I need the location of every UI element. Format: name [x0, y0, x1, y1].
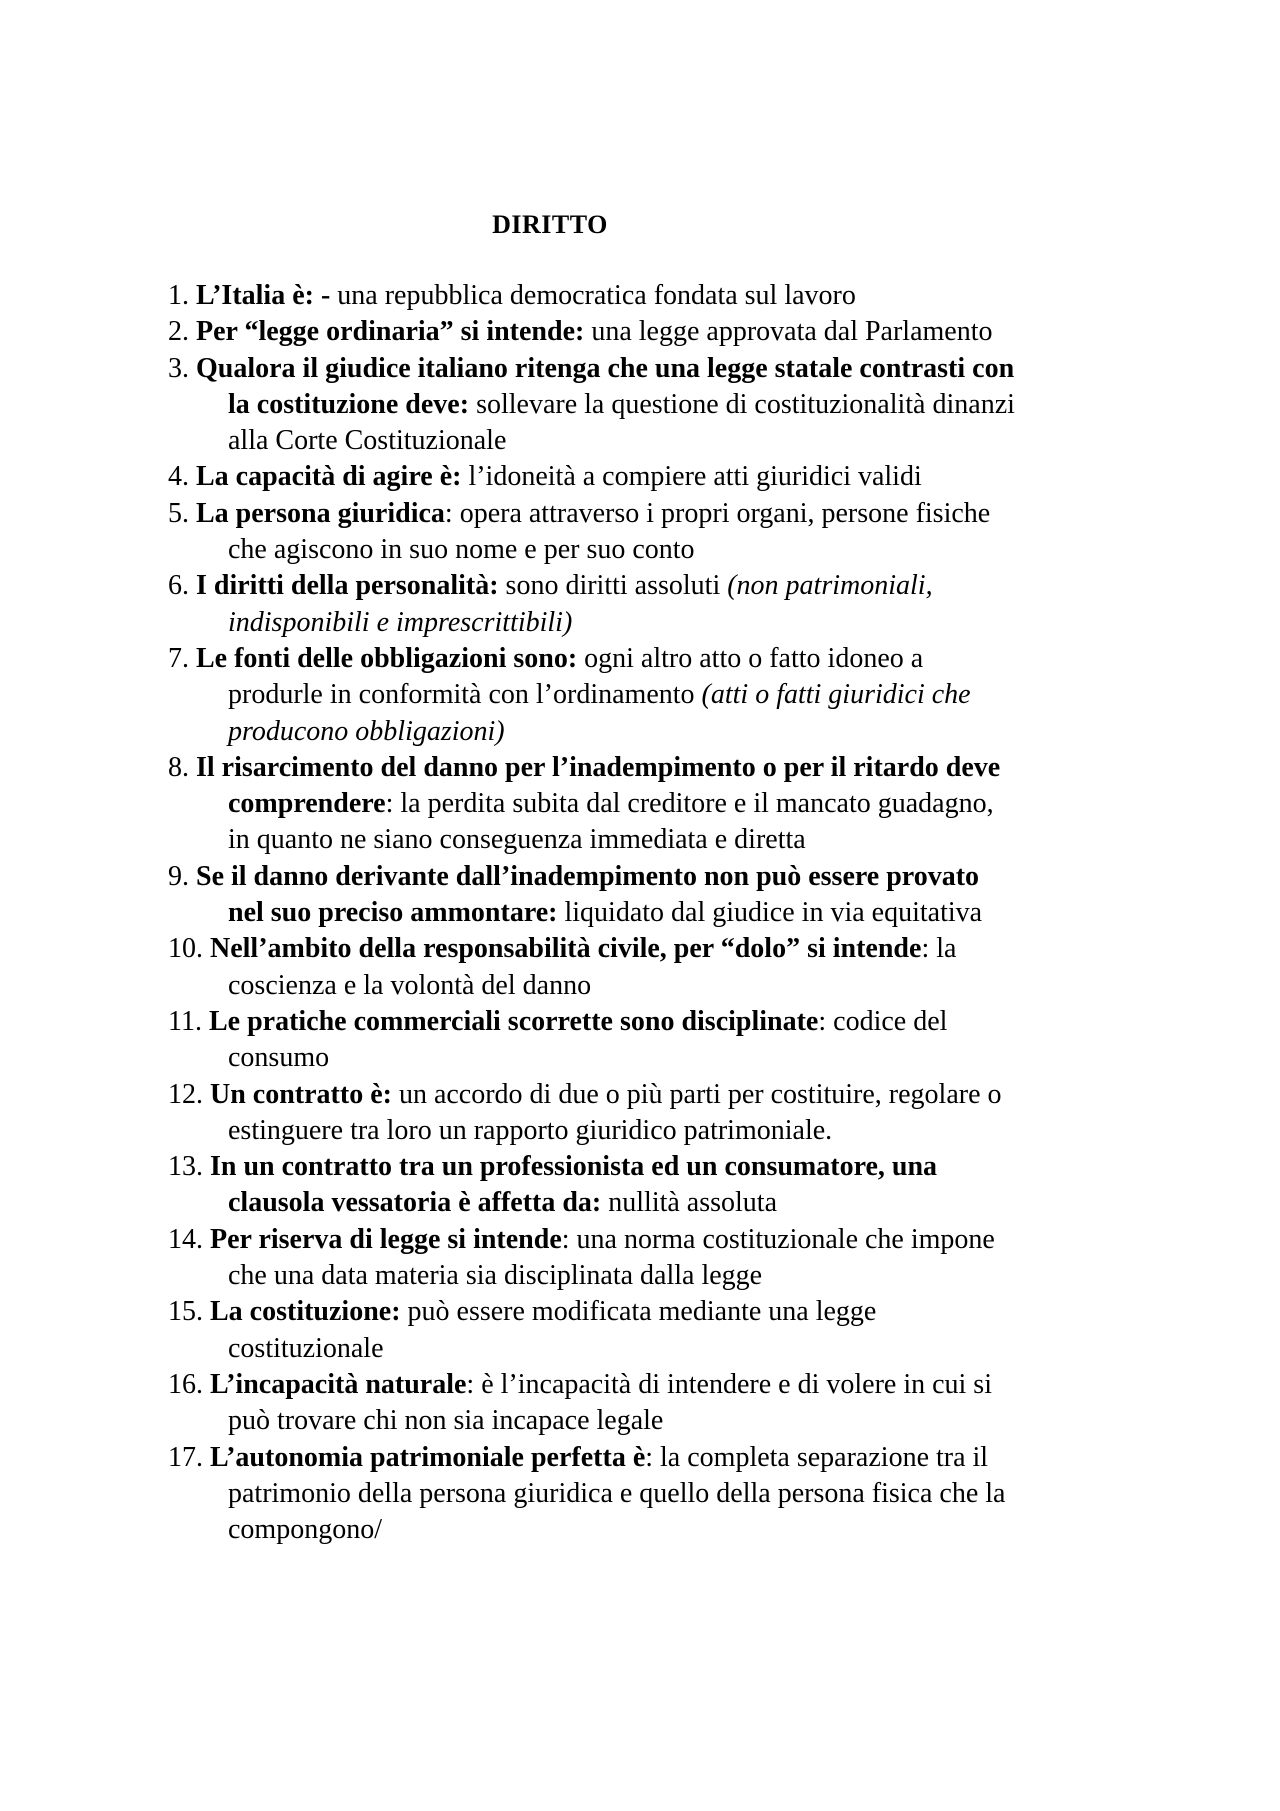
- item-number: 17.: [168, 1441, 203, 1473]
- item-question: La capacità di agire è:: [196, 461, 462, 493]
- list-item: [168, 641, 1018, 750]
- list-item: [168, 859, 1018, 932]
- list-item: [168, 1294, 1018, 1367]
- item-number: 5.: [168, 497, 189, 529]
- list-item: [168, 750, 1018, 859]
- item-answer: : codice del consumo: [228, 1005, 948, 1074]
- item-answer: : la coscienza e la volontà del danno: [228, 933, 957, 1001]
- item-answer: nullità assoluta: [601, 1187, 778, 1219]
- item-question: La costituzione:: [210, 1296, 401, 1328]
- list-item: [168, 496, 1018, 569]
- item-answer: : la completa separazione tra il patrimonio della persona giuridica e quello della persona fisica che la compongono/: [228, 1441, 1006, 1546]
- list-item: [168, 931, 1018, 1004]
- list-item: [168, 1440, 1018, 1549]
- item-question: L’Italia è: -: [196, 280, 331, 311]
- item-number: 9.: [168, 860, 189, 892]
- item-number: 11.: [168, 1005, 202, 1037]
- item-question: Qualora il giudice italiano ritenga che una legge statale contrasti con la costituzione deve:: [196, 352, 1015, 420]
- list-item: [168, 1367, 1018, 1440]
- item-answer: liquidato dal giudice in via equitativa: [557, 897, 983, 929]
- item-question: Un contratto è:: [210, 1078, 392, 1110]
- item-number: 16.: [168, 1368, 203, 1400]
- item-answer: può essere modificata mediante una legge costituzionale: [228, 1296, 877, 1364]
- list-item: [168, 314, 1018, 350]
- item-question: L’incapacità naturale: [210, 1368, 467, 1400]
- item-number: 15.: [168, 1296, 203, 1328]
- list-item: [168, 1004, 1018, 1077]
- item-number: 3.: [168, 352, 189, 384]
- item-number: 13.: [168, 1151, 203, 1183]
- item-answer: ogni altro atto o fatto idoneo a produrle in conformità con l’ordinamento: [228, 642, 924, 711]
- item-answer: una legge approvata dal Parlamento: [584, 316, 993, 348]
- item-number: 7.: [168, 642, 189, 674]
- list-item: [168, 1222, 1018, 1295]
- item-answer: : la perdita subita dal creditore e il mancato guadagno, in quanto ne siano conseguenza immediata e diretta: [228, 788, 994, 856]
- item-number: 2.: [168, 316, 189, 348]
- item-number: 6.: [168, 570, 189, 602]
- list-item: [168, 568, 1018, 641]
- item-question: Le fonti delle obbligazioni sono:: [196, 642, 578, 674]
- item-question: L’autonomia patrimoniale perfetta è: [210, 1441, 646, 1473]
- list-item: [168, 1149, 1018, 1222]
- item-number: 14.: [168, 1223, 203, 1255]
- item-question: Se il danno derivante dall’inadempimento non può essere provato nel suo preciso ammontare:: [196, 860, 980, 929]
- list-item: [168, 459, 1018, 495]
- item-note: (atti o fatti giuridici che producono obbligazioni): [228, 679, 971, 747]
- item-answer: : opera attraverso i propri organi, persone fisiche che agiscono in suo nome e per suo conto: [228, 497, 991, 566]
- item-question: Nell’ambito della responsabilità civile, per “dolo” si intende: [210, 933, 922, 965]
- item-question: Per riserva di legge si intende: [210, 1223, 562, 1255]
- item-answer: : è l’incapacità di intendere e di volere in cui si può trovare chi non sia incapace legale: [228, 1368, 992, 1437]
- item-note: (non patrimoniali, indisponibili e imprescrittibili): [228, 570, 933, 638]
- item-question: Le pratiche commerciali scorrette sono disciplinate: [208, 1005, 819, 1037]
- item-answer: : una norma costituzionale che impone che una data materia sia disciplinata dalla legge: [228, 1223, 995, 1292]
- list-item: [168, 1077, 1018, 1150]
- question-answer-list: [168, 278, 1018, 1548]
- page-title: DIRITTO: [492, 210, 608, 239]
- item-question: Il risarcimento del danno per l’inadempimento o per il ritardo deve comprendere: [196, 751, 1001, 820]
- item-question: In un contratto tra un professionista ed un consumatore, una clausola vessatoria è affetta da:: [210, 1151, 938, 1219]
- item-answer: un accordo di due o più parti per costituire, regolare o estinguere tra loro un rapporto giuridico patrimoniale.: [228, 1078, 1002, 1146]
- item-question: I diritti della personalità:: [196, 570, 499, 602]
- item-number: 10.: [168, 933, 203, 965]
- item-number: 8.: [168, 751, 189, 783]
- item-answer: sono diritti assoluti: [498, 570, 728, 602]
- item-answer: sollevare la questione di costituzionalità dinanzi alla Corte Costituzionale: [228, 388, 1015, 457]
- item-question: Per “legge ordinaria” si intende:: [196, 316, 585, 348]
- item-question: La persona giuridica: [196, 497, 445, 529]
- item-number: 1.: [168, 280, 189, 311]
- item-number: 4.: [168, 461, 189, 493]
- item-number: 12.: [168, 1078, 203, 1110]
- item-answer: una repubblica democratica fondata sul lavoro: [330, 280, 856, 311]
- list-item: [168, 278, 1018, 314]
- item-answer: l’idoneità a compiere atti giuridici validi: [461, 461, 922, 493]
- list-item: [168, 351, 1018, 460]
